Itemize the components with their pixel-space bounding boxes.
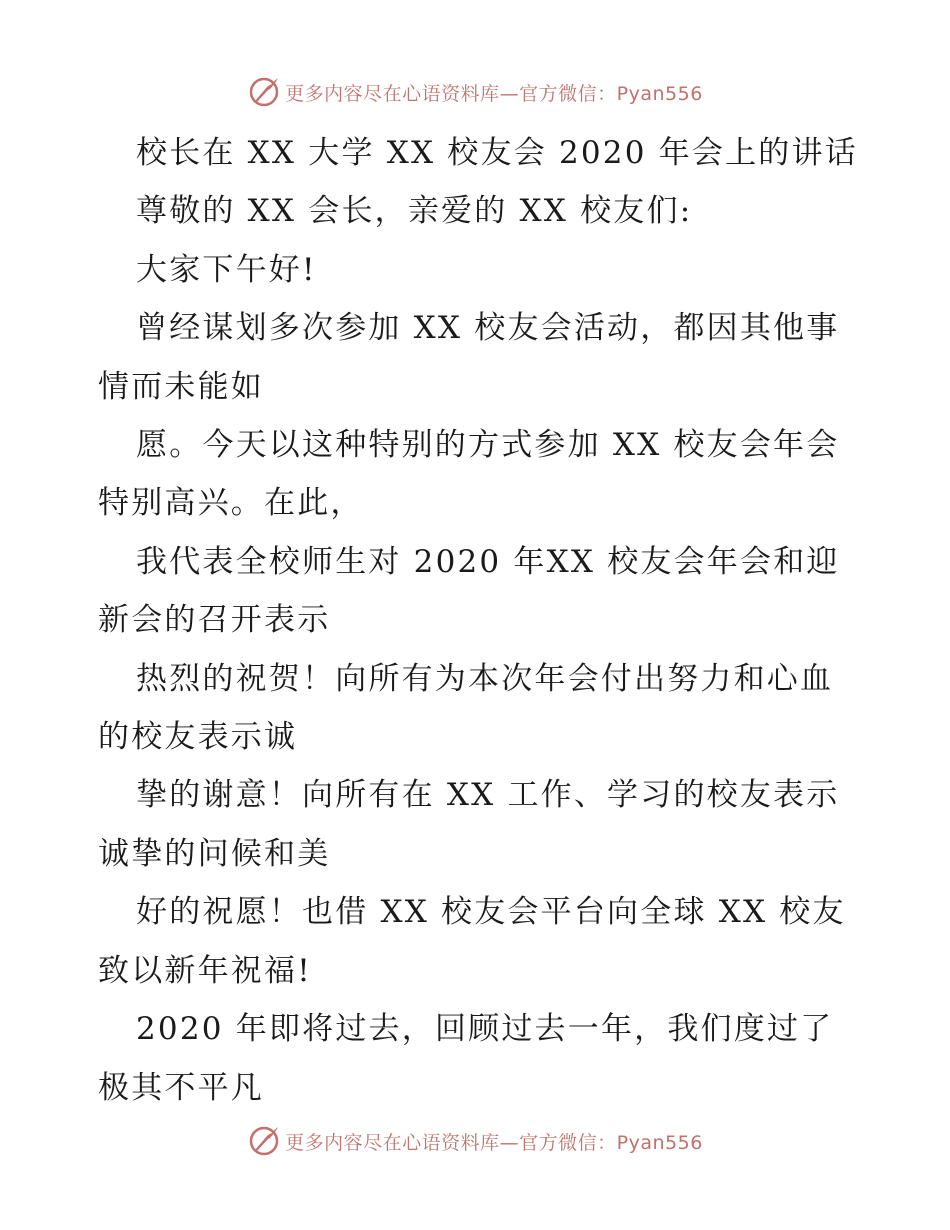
text-line: 愿。今天以这种特别的方式参加 XX 校友会年会: [136, 427, 840, 464]
text-line: 诚挚的问候和美: [98, 835, 331, 872]
text-line: 挚的谢意！向所有在 XX 工作、学习的校友表示: [136, 777, 840, 814]
text-line: 热烈的祝贺！向所有为本次年会付出努力和心血: [136, 660, 834, 697]
text-line: 极其不平凡: [98, 1069, 264, 1106]
text-line: 大家下午好!: [136, 251, 317, 288]
text-line: 情而未能如: [98, 368, 264, 405]
text-line: 2020 年即将过去，回顾过去一年，我们度过了: [136, 1011, 834, 1048]
text-line: 的校友表示诚: [98, 719, 298, 756]
text-line: 曾经谋划多次参加 XX 校友会活动，都因其他事: [136, 310, 840, 347]
banner-text: 更多内容尽在心语资料库—官方微信：Pyan556: [285, 1131, 703, 1154]
quill-logo-icon: [247, 75, 281, 109]
text-line: 尊敬的 XX 会长，亲爱的 XX 校友们:: [136, 193, 693, 230]
speech-body: [98, 124, 858, 1117]
footer-banner: [0, 1121, 950, 1161]
text-line: 致以新年祝福!: [98, 952, 312, 989]
text-line: 新会的召开表示: [98, 602, 331, 639]
quill-logo-icon: [247, 1124, 281, 1158]
text-line: 我代表全校师生对 2020 年XX 校友会年会和迎: [136, 543, 840, 580]
text-line: 好的祝愿！也借 XX 校友会平台向全球 XX 校友: [136, 894, 846, 931]
header-banner: [0, 72, 950, 112]
banner-text: 更多内容尽在心语资料库—官方微信：Pyan556: [285, 82, 703, 105]
speech-title: 校长在 XX 大学 XX 校友会 2020 年会上的讲话: [136, 135, 858, 171]
text-line: 特别高兴。在此，: [98, 485, 364, 522]
